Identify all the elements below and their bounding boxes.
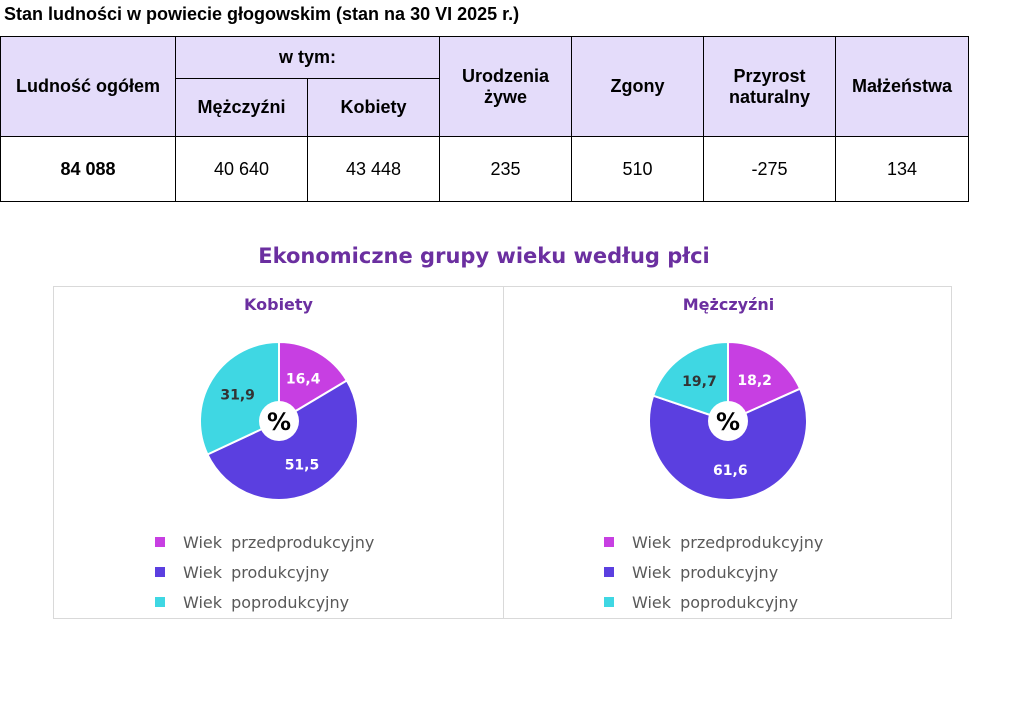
chart-title-women: Kobiety: [244, 295, 313, 314]
population-table: [0, 36, 969, 202]
chart-title-men: Mężczyźni: [682, 295, 775, 314]
slice-label-productive: 51,5: [284, 457, 320, 474]
legend-item-post-productive: [604, 587, 823, 617]
legend-swatch: [155, 537, 165, 547]
pie-chart-men: [648, 339, 808, 503]
legend-men: [604, 527, 823, 617]
header-total: Ludność ogółem: [1, 37, 176, 137]
cell-total: 84 088: [1, 137, 176, 202]
slice-label-productive: 61,6: [713, 462, 748, 479]
header-natural-increase: Przyrost naturalny: [704, 37, 836, 137]
cell-marriages: 134: [836, 137, 969, 202]
cell-natural-increase: -275: [704, 137, 836, 202]
legend-item-productive: [604, 557, 823, 587]
legend-item-pre-productive: [155, 527, 374, 557]
pie-center-label: %: [266, 408, 292, 436]
section-title: Ekonomiczne grupy wieku według płci: [258, 244, 710, 268]
chart-panel-men: [504, 287, 953, 618]
legend-label: Wiek produkcyjny: [632, 562, 779, 582]
cell-women: 43 448: [308, 137, 440, 202]
pie-chart-women: [199, 339, 359, 503]
header-births: Urodzenia żywe: [440, 37, 572, 137]
legend-label: Wiek przedprodukcyjny: [183, 532, 375, 552]
chart-panel-women: [54, 287, 503, 618]
legend-swatch: [155, 567, 165, 577]
legend-swatch: [155, 597, 165, 607]
header-deaths: Zgony: [572, 37, 704, 137]
legend-swatch: [604, 597, 614, 607]
legend-swatch: [604, 537, 614, 547]
legend-swatch: [604, 567, 614, 577]
pie-center-label: %: [715, 408, 741, 436]
table-row: [1, 137, 969, 202]
header-marriages: Małżeństwa: [836, 37, 969, 137]
legend-label: Wiek poprodukcyjny: [632, 592, 799, 612]
cell-deaths: 510: [572, 137, 704, 202]
legend-item-productive: [155, 557, 374, 587]
legend-label: Wiek produkcyjny: [183, 562, 330, 582]
legend-women: [155, 527, 374, 617]
cell-births: 235: [440, 137, 572, 202]
legend-item-post-productive: [155, 587, 374, 617]
table-header-row: [1, 37, 969, 79]
legend-item-pre-productive: [604, 527, 823, 557]
page-title: Stan ludności w powiecie głogowskim (stan na 30 VI 2025 r.): [4, 4, 520, 24]
header-men: Mężczyźni: [176, 79, 308, 137]
header-of-which: w tym:: [176, 37, 440, 79]
legend-label: Wiek przedprodukcyjny: [632, 532, 824, 552]
chart-frame: [53, 286, 952, 619]
slice-label-pre-productive: 18,2: [737, 372, 772, 389]
header-women: Kobiety: [308, 79, 440, 137]
cell-men: 40 640: [176, 137, 308, 202]
legend-label: Wiek poprodukcyjny: [183, 592, 350, 612]
slice-label-post-productive: 31,9: [220, 387, 255, 404]
slice-label-post-productive: 19,7: [682, 374, 717, 391]
slice-label-pre-productive: 16,4: [285, 371, 321, 388]
